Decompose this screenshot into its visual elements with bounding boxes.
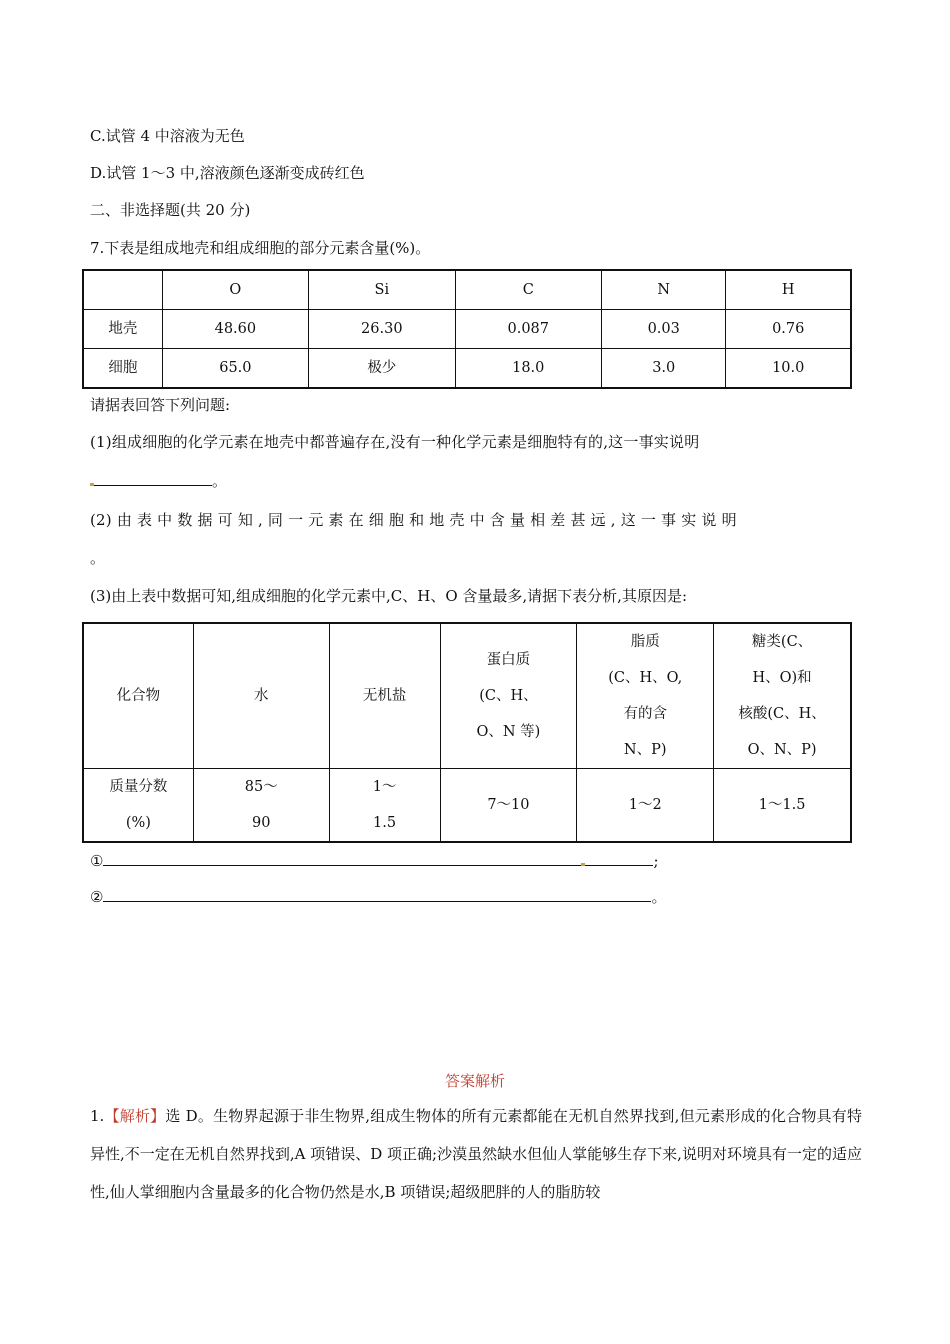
cell-line: 有的含 [623,706,667,722]
table-cell: 26.30 [309,310,455,349]
question-1: (1)组成细胞的化学元素在地壳中都普遍存在,没有一种化学元素是细胞特有的,这一事实说明 [90,433,700,451]
option-c: C.试管 4 中溶液为无色 [90,127,245,145]
cell-line: 质量分数 [109,779,168,795]
cell-line: 蛋白质 [486,652,531,668]
table-cell: 18.0 [455,349,601,389]
table-cell [577,623,714,769]
answer-tag: 【解析】 [104,1107,166,1125]
cell-line: O、N 等) [476,724,541,740]
table-cell: Si [309,270,455,310]
compound-content-table [82,622,852,843]
table-cell: 极少 [309,349,455,389]
cell-line: H、O)和 [752,670,812,686]
answer-number: 1. [90,1107,105,1125]
cell-line: 脂质 [630,634,660,650]
table-cell: 65.0 [162,349,308,389]
cell-line: 90 [252,815,271,831]
table-cell: 细胞 [83,349,162,389]
blank-line [94,470,212,486]
answer-blank-1[interactable] [90,470,227,491]
table-header-row [83,270,851,310]
answer-title: 答案解析 [444,1072,505,1090]
question-3: (3)由上表中数据可知,组成细胞的化学元素中,C、H、O 含量最多,请据下表分析,其原因是: [90,587,688,605]
table-row [83,310,851,349]
table-cell: 水 [193,623,329,769]
cell-line: 1～ [372,779,397,795]
table-cell [193,769,329,843]
table-cell: C [455,270,601,310]
cell-line: (%) [125,815,151,831]
table-cell: 48.60 [162,310,308,349]
table-cell: 0.087 [455,310,601,349]
option-d: D.试管 1～3 中,溶液颜色逐渐变成砖红色 [90,164,365,182]
table-cell: O [162,270,308,310]
table-cell [329,769,440,843]
table-cell: 1～2 [577,769,714,843]
table-cell: 0.76 [726,310,851,349]
blank-line [103,850,581,866]
table-cell: 3.0 [601,349,726,389]
table-cell: 1～1.5 [714,769,851,843]
table-cell: 0.03 [601,310,726,349]
cell-line: (C、H、 [479,688,538,704]
answer-blank-3[interactable] [90,886,666,907]
blank-end: 。 [212,472,228,490]
table-cell [714,623,851,769]
table-row [83,349,851,389]
cell-line: 85～ [244,779,278,795]
table-row [83,769,851,843]
table-cell: 7～10 [440,769,577,843]
blank-number: ① [90,852,104,870]
table-cell [440,623,577,769]
answer-blank-2[interactable] [90,850,659,871]
table-cell: 化合物 [83,623,193,769]
table-header-row [83,623,851,769]
element-content-table [82,269,852,389]
blank-end: 。 [651,888,667,906]
q2-end[interactable]: 。 [90,549,106,567]
instruction: 请据表回答下列问题: [90,396,231,414]
answer-paragraph [90,1097,862,1211]
blank-end: ; [653,852,659,870]
table-cell: H [726,270,851,310]
blank-line [103,886,651,902]
cell-line: N、P) [623,742,667,758]
cell-line: (C、H、O, [608,670,683,686]
cell-line: O、N、P) [747,742,817,758]
question-2: (2) 由 表 中 数 据 可 知 , 同 一 元 素 在 细 胞 和 地 壳 中 含 量 相 差 甚 远 , 这 一 事 实 说 明 [90,511,737,529]
cell-line: 糖类(C、 [751,634,813,650]
table-cell: 10.0 [726,349,851,389]
question-7: 7.下表是组成地壳和组成细胞的部分元素含量(%)。 [90,239,431,257]
table-cell [83,769,193,843]
blank-number: ② [90,888,104,906]
blank-line [585,850,653,866]
table-cell: 地壳 [83,310,162,349]
answer-text: 选 D。生物界起源于非生物界,组成生物体的所有元素都能在无机自然界找到,但元素形成的化合物具有特异性,不一定在无机自然界找到,A 项错误、D 项正确;沙漠虽然缺水但仙人掌能够生存下来,说明对环境具有一定的适应性,仙人掌细胞内含量最多的化合物仍然是水,B 项错误;超级肥胖的人的脂肪较 [90,1107,862,1201]
section-heading: 二、非选择题(共 20 分) [90,201,251,219]
cell-line: 核酸(C、H、 [738,706,826,722]
cell-line: 1.5 [373,815,397,831]
table-cell: 无机盐 [329,623,440,769]
table-cell [83,270,162,310]
table-cell: N [601,270,726,310]
